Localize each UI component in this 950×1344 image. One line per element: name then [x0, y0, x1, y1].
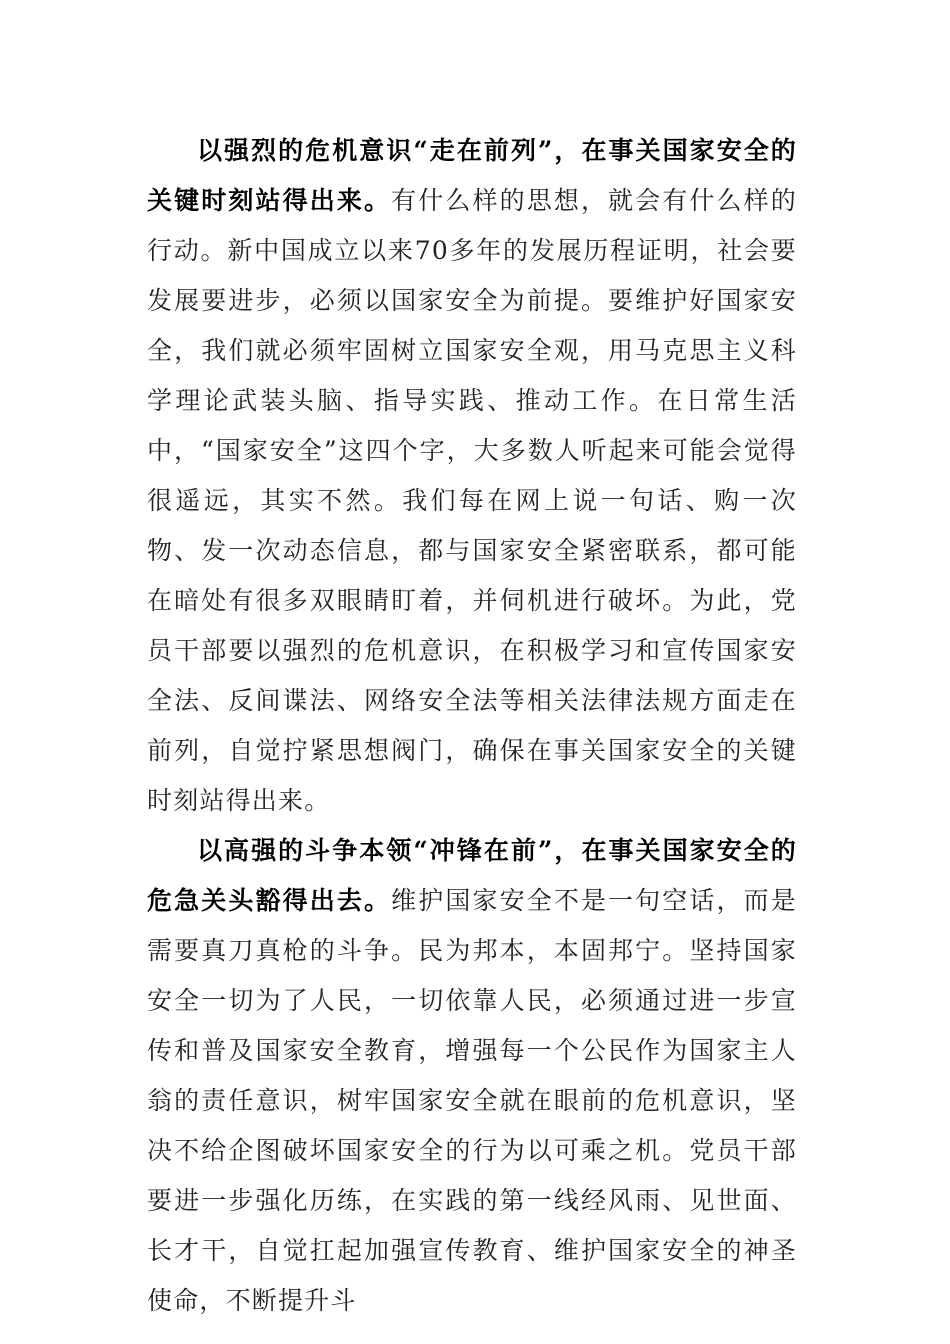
paragraph-1: [147, 126, 797, 826]
document-body: [147, 126, 797, 1326]
paragraph-2-text: 维护国家安全不是一句空话，而是需要真刀真枪的斗争。民为邦本，本固邦宁。坚持国家安全一切为了人民，一切依靠人民，必须通过进一步宣传和普及国家安全教育，增强每一个公民作为国家主人翁的责任意识，树牢国家安全就在眼前的危机意识，坚决不给企图破坏国家安全的行为以可乘之机。党员干部要进一步强化历练，在实践的第一线经风雨、见世面、长才干，自觉扛起加强宣传教育、维护国家安全的神圣使命，不断提升斗: [147, 886, 797, 1315]
paragraph-2: [147, 826, 797, 1326]
paragraph-1-lead: 以强烈的危机意识“走在前列”，在事关国家安全的关键时刻站得出来。: [147, 136, 797, 215]
paragraph-1-text: 有什么样的思想，就会有什么样的行动。新中国成立以来70多年的发展历程证明，社会要发展要进步，必须以国家安全为前提。要维护好国家安全，我们就必须牢固树立国家安全观，用马克思主义科学理论武装头脑、指导实践、推动工作。在日常生活中，“国家安全”这四个字，大多数人听起来可能会觉得很遥远，其实不然。我们每在网上说一句话、购一次物、发一次动态信息，都与国家安全紧密联系，都可能在暗处有很多双眼睛盯着，并伺机进行破坏。为此，党员干部要以强烈的危机意识，在积极学习和宣传国家安全法、反间谍法、网络安全法等相关法律法规方面走在前列，自觉拧紧思想阀门，确保在事关国家安全的关键时刻站得出来。: [147, 186, 797, 815]
paragraph-2-lead: 以高强的斗争本领“冲锋在前”，在事关国家安全的危急关头豁得出去。: [147, 836, 797, 915]
